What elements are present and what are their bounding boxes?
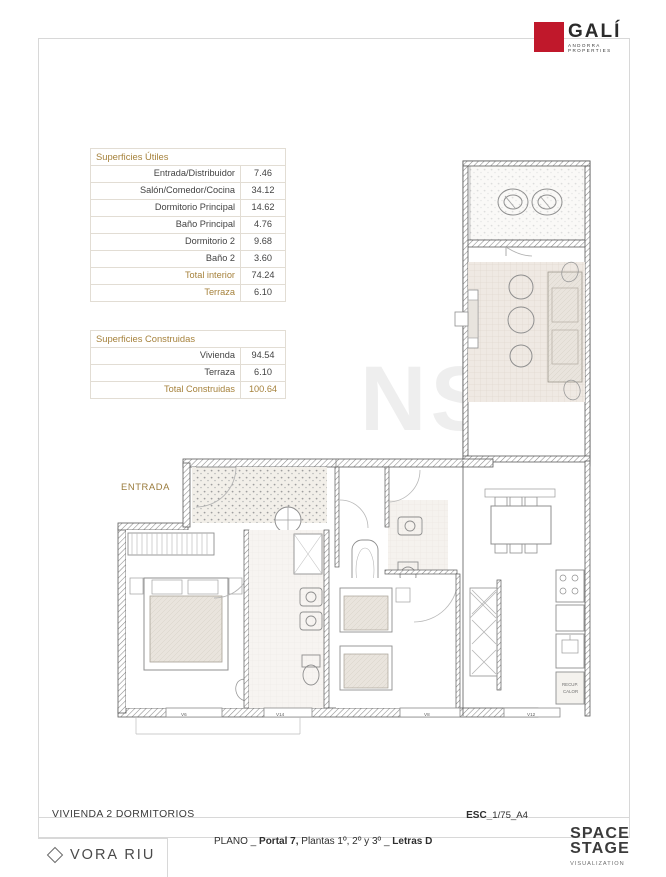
svg-text:V8: V8 [424,712,430,717]
footer-scale-value: 1/75_A4 [492,810,528,821]
row-value: 7.46 [241,166,286,183]
gali-logo-name: GALÍ [568,20,622,42]
vora-riu-logo [46,846,155,864]
footer-plano-portal: Portal 7, [259,836,299,847]
row-label: Total Construidas [91,382,241,399]
space-stage-logo [570,826,630,872]
table-row-total [91,268,286,285]
entrada-label: ENTRADA [121,481,170,492]
table-title-utiles: Superficies Útiles [91,149,286,166]
footer-plano-letras: Letras D [392,836,433,847]
footer-plano-plantas: Plantas 1º, 2º y 3º _ [298,836,393,847]
row-label: Dormitorio 2 [91,234,241,251]
svg-text:RECUP.: RECUP. [562,682,579,687]
row-label: Terraza [91,285,241,302]
row-value: 9.68 [241,234,286,251]
table-row [91,183,286,200]
row-label: Terraza [91,365,241,382]
table-title-construidas: Superficies Construidas [91,331,286,348]
row-value: 4.76 [241,217,286,234]
watermark: NS [360,348,496,450]
row-value: 6.10 [241,285,286,302]
row-label: Vivienda [91,348,241,365]
table-superficies-construidas [90,330,286,399]
table-row [91,365,286,382]
table-row [91,285,286,302]
row-label: Dormitorio Principal [91,200,241,217]
footer-scale [466,810,528,821]
footer-scale-label: ESC_ [466,810,493,821]
diamond-icon [46,846,64,864]
svg-text:V6: V6 [181,712,187,717]
table-row [91,217,286,234]
space-stage-line3: VISUALIZATION [570,861,625,867]
table-header-row [91,331,286,348]
footer-plano-prefix: PLANO _ [214,836,260,847]
svg-text:CALOR: CALOR [563,689,579,694]
row-value: 94.54 [241,348,286,365]
row-value: 3.60 [241,251,286,268]
table-row [91,251,286,268]
table-row [91,234,286,251]
row-label: Total interior [91,268,241,285]
row-value: 100.64 [241,382,286,399]
footer-sheet-title: VIVIENDA 2 DORMITORIOS [52,809,195,820]
table-row [91,348,286,365]
table-row-total [91,382,286,399]
row-value: 74.24 [241,268,286,285]
gali-logo-subtitle: ANDORRA PROPERTIES [568,42,612,53]
space-stage-line2: STAGE [570,840,630,857]
row-label: Salón/Comedor/Cocina [91,183,241,200]
svg-text:V14: V14 [276,712,285,717]
space-stage-line1: SPACE [570,825,630,842]
row-value: 14.62 [241,200,286,217]
table-header-row [91,149,286,166]
row-label: Baño 2 [91,251,241,268]
row-value: 34.12 [241,183,286,200]
svg-text:V12: V12 [527,712,536,717]
table-superficies-utiles [90,148,286,302]
footer-plano-line [214,836,432,847]
row-value: 6.10 [241,365,286,382]
table-row [91,166,286,183]
table-row [91,200,286,217]
row-label: Baño Principal [91,217,241,234]
vora-riu-name: VORA RIU [70,847,156,863]
row-label: Entrada/Distribuidor [91,166,241,183]
